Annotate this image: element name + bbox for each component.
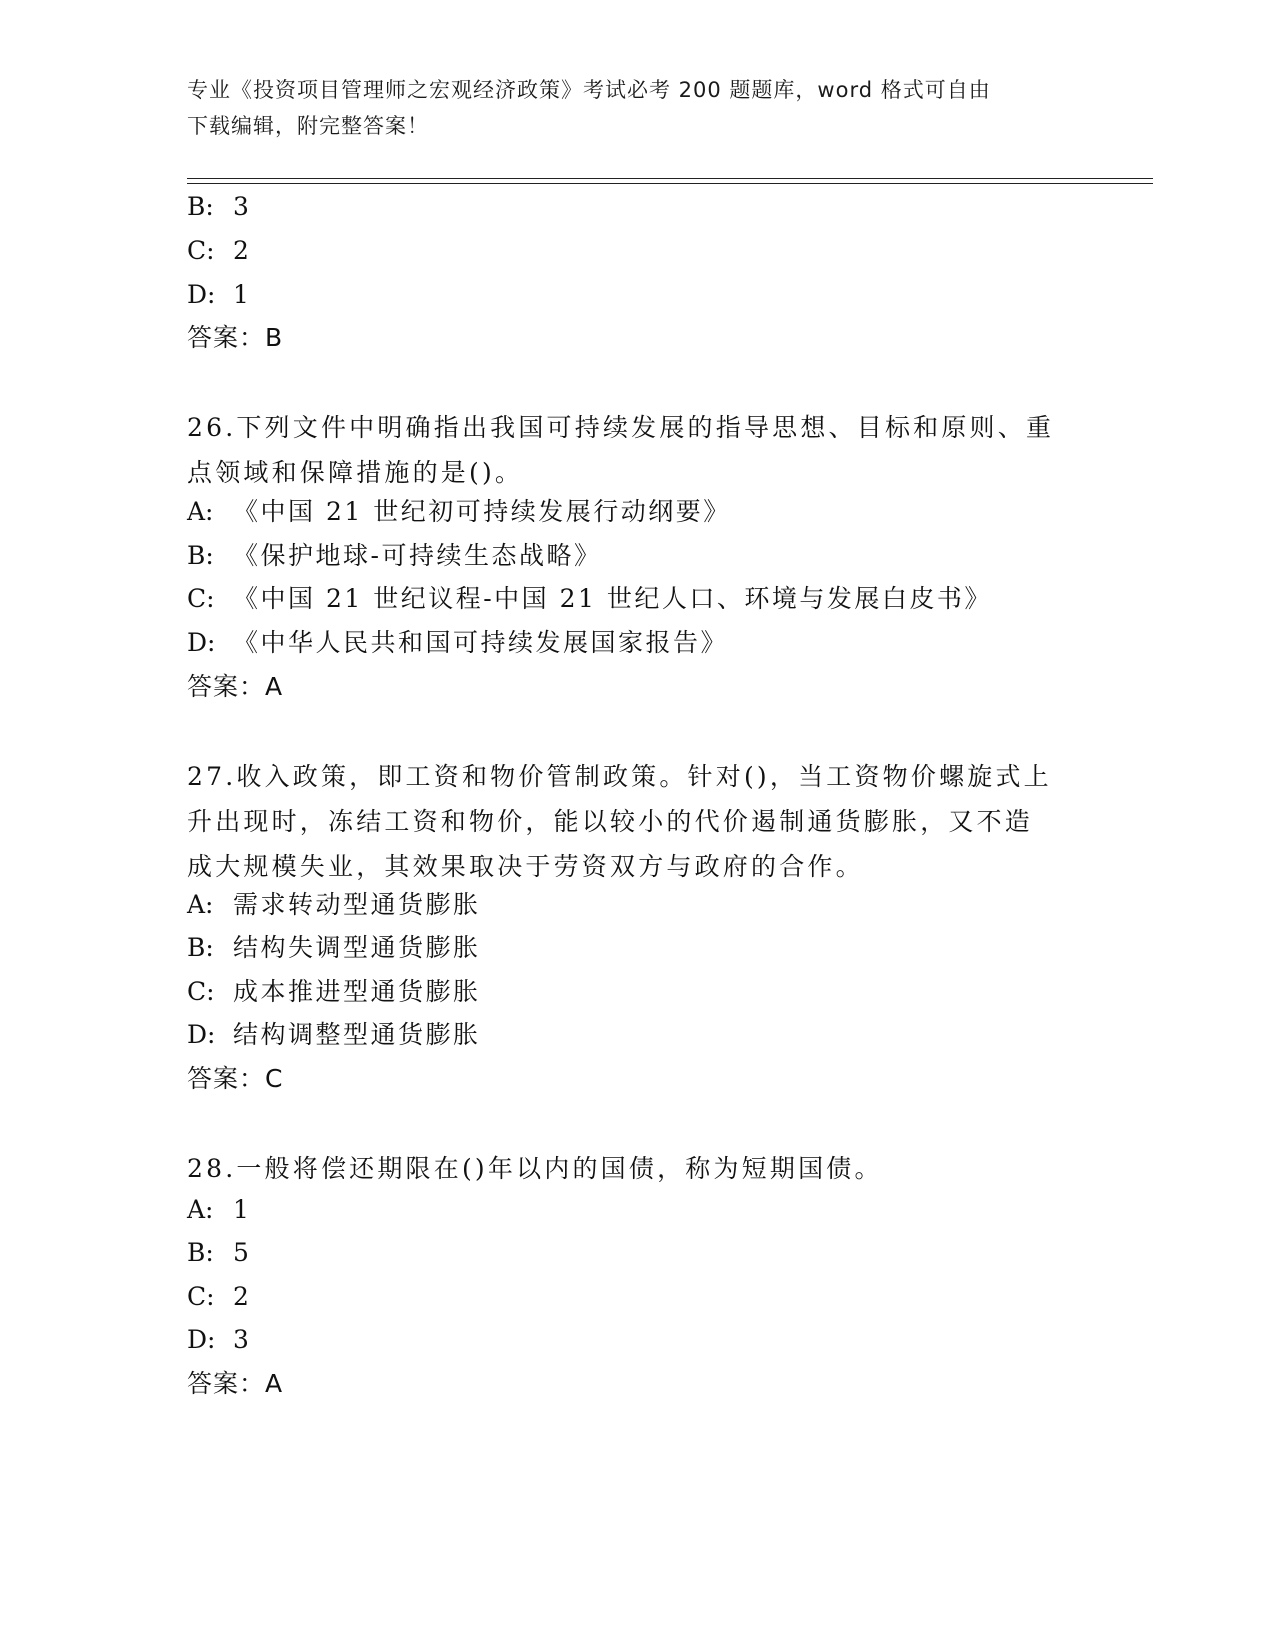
q27-option-b — [187, 933, 481, 963]
option-label: D: — [187, 628, 216, 657]
q25-option-b — [187, 192, 251, 222]
option-label: C: — [187, 1282, 215, 1311]
q26-answer: 答案：A — [187, 672, 284, 701]
option-text: 2 — [233, 236, 252, 265]
option-text: 5 — [233, 1238, 252, 1267]
option-text: 3 — [233, 192, 252, 221]
q27-stem — [187, 754, 1087, 889]
q25-option-d — [187, 280, 251, 310]
option-text: 2 — [233, 1282, 252, 1311]
option-label: D: — [187, 1325, 216, 1354]
q27-stem-line-1: 27.收入政策，即工资和物价管制政策。针对()，当工资物价螺旋式上 — [187, 762, 1052, 791]
q26-stem-line-2: 点领域和保障措施的是()。 — [187, 458, 524, 487]
option-label: B: — [187, 1238, 214, 1267]
q27-stem-line-3: 成大规模失业，其效果取决于劳资双方与政府的合作。 — [187, 852, 864, 881]
q27-stem-line-2: 升出现时，冻结工资和物价，能以较小的代价遏制通货膨胀，又不造 — [187, 807, 1034, 836]
option-text: 《中华人民共和国可持续发展国家报告》 — [233, 628, 729, 657]
option-label: C: — [187, 977, 215, 1006]
q26-stem — [187, 405, 1087, 495]
header-divider — [187, 183, 1153, 184]
q28-stem — [187, 1146, 1087, 1191]
option-label: D: — [187, 280, 216, 309]
option-text: 结构调整型通货膨胀 — [233, 1020, 481, 1049]
q26-stem-line-1: 26.下列文件中明确指出我国可持续发展的指导思想、目标和原则、重 — [187, 413, 1055, 442]
q25-answer: 答案：B — [187, 323, 284, 352]
option-text: 需求转动型通货膨胀 — [233, 890, 481, 919]
option-label: A: — [187, 890, 214, 919]
option-label: D: — [187, 1020, 216, 1049]
header-line-2: 下载编辑，附完整答案！ — [187, 114, 429, 138]
option-text: 《中国 21 世纪议程-中国 21 世纪人口、环境与发展白皮书》 — [233, 584, 992, 613]
option-text: 1 — [233, 1195, 252, 1224]
q28-option-b — [187, 1238, 251, 1268]
q28-option-c — [187, 1282, 251, 1312]
option-label: B: — [187, 541, 214, 570]
q26-option-c — [187, 584, 992, 614]
option-text: 成本推进型通货膨胀 — [233, 977, 481, 1006]
q28-option-a — [187, 1195, 251, 1225]
option-text: 3 — [233, 1325, 252, 1354]
document-header — [187, 72, 1067, 144]
q27-option-d — [187, 1020, 481, 1050]
option-label: A: — [187, 497, 214, 526]
option-label: B: — [187, 192, 214, 221]
q28-answer: 答案：A — [187, 1369, 284, 1398]
q25-option-c — [187, 236, 251, 266]
option-label: B: — [187, 933, 214, 962]
header-divider — [187, 178, 1153, 179]
option-text: 结构失调型通货膨胀 — [233, 933, 481, 962]
q26-option-b — [187, 541, 601, 571]
q26-option-d — [187, 628, 728, 658]
q28-stem-line-1: 28.一般将偿还期限在()年以内的国债，称为短期国债。 — [187, 1154, 883, 1183]
q27-option-a — [187, 890, 481, 920]
option-label: C: — [187, 584, 215, 613]
option-text: 1 — [233, 280, 252, 309]
q28-option-d — [187, 1325, 251, 1355]
q27-option-c — [187, 977, 481, 1007]
option-label: C: — [187, 236, 215, 265]
option-text: 《保护地球-可持续生态战略》 — [233, 541, 602, 570]
q27-answer: 答案：C — [187, 1064, 284, 1093]
option-text: 《中国 21 世纪初可持续发展行动纲要》 — [233, 497, 731, 526]
q26-option-a — [187, 497, 731, 527]
header-line-1: 专业《投资项目管理师之宏观经济政策》考试必考 200 题题库，word 格式可自由 — [187, 78, 991, 102]
option-label: A: — [187, 1195, 214, 1224]
